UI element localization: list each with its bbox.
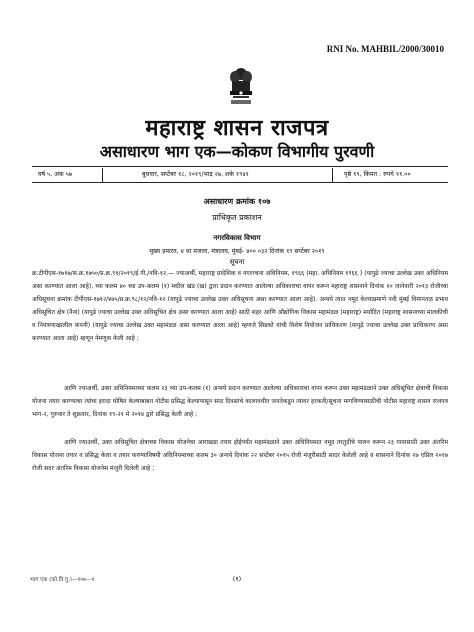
gazette-subtitle: असाधारण भाग एक—कोकण विभागीय पुरवणी [99,142,375,161]
issue-date: बुधवार, सप्टेंबर १८, २०१९/भाद्र २७, शके १९४१ [142,171,249,178]
divider-bottom [32,182,448,183]
body-paragraph-2 [32,382,448,421]
paragraph-text: आणि ज्याअर्थी, उक्त अधिनियमाच्या कलम २३ च्या उप-कलम (१) अन्वये प्रदान करण्यात आलेल्या अधिकाराचा वापर करून उक्त महामंडळाने उक्त अधिसूचित क्षेत्राची विकास योजना तयार करण्याचा त्यांचा इरादा घोषित केल्याबाबत नोटीस प्रसिद्ध केल्यापासून साठ दिवसांचे कालावधीत जनतेकडून त्यावर हरकती/सूचना मागविण्यासाठीची नोटीस महाराष्ट्र शासन राजपत्र भाग-२, गुरुवार ते शुक्रवार, दिनांक १९-२१ मे २०१४ द्वारे प्रसिद्ध केली आहे ; [32,385,448,419]
extraordinary-number: असाधारण क्रमांक १०७ [203,197,271,206]
rni-number: RNI No. MAHBIL/2000/30010 [326,44,444,54]
divider [102,168,103,182]
authority-label: प्राधिकृत प्रकाशन [212,213,262,222]
footer-code: भाग एक (को.वि.पु.)—१०७—१ [30,577,95,583]
divider-top [32,166,448,167]
volume-issue: वर्ष ५, अंक ५७ [38,171,73,178]
page-number: (१) [232,575,242,583]
department-address: मुख्य इमारत, ४ था मजला, मंत्रालय, मुंबई- ४०० ०३२ दिनांक १९ सप्टेंबर २०१९ [149,248,325,255]
national-emblem-icon [226,66,256,108]
paragraph-text: क्र.टीपीएस-१७१७/स.क्र.१७५०/प्र.क्र.९१/२०१९/ई.पी./नवि-१२.— ज्याअर्थी, महाराष्ट्र प्रादेशिक व नगररचना अधिनियम, १९६६ (महा. अधिनियम १९६६ ) (यापुढे ज्याचा उल्लेख उक्त अधिनियम असा करण्यात आला आहे), च्या कलम ४० च्या उप-कलम (१) मधील खंड (ख) द्वारा प्रदान करण्यात आलेल्या अधिकाराचा वापर करून महाराष्ट्र शासनाने दिनांक १० जानेवारी २०१३ रोजीच्या अधिसूचना क्रमांक टीपीएस-१७१२/४७५/प्र.क्र.९८/१२/नवि-१२ (यापुढे ज्याचा उल्लेख उक्त अधिसूचना असा करण्यात आला आहे). अन्वये त्यात नमूद केल्याप्रमाणे नवी मुंबई विमानतळ प्रभाव अधिसूचित क्षेत्र (नैना) (यापुढे ज्याचा उल्लेख उक्त अधिसूचित क्षेत्र असा करण्यात आला आहे) साठी शहर आणि औद्योगिक विकास महामंडळ (महाराष्ट्र) मर्यादित (महाराष्ट्र शासनाच्या मालकीची व नियंत्रणाखालील कंपनी) (यापुढे ज्याचा उल्लेख उक्त महामंडळ असा करण्यात आला आहे) म्हणजे सिडको यांची विशेष नियोजन प्राधिकरण (यापुढे ज्याचा उल्लेख उक्त प्राधिकरण असा करण्यात आला आहे) म्हणून नेमणूक केली आहे ; [32,270,448,343]
body-paragraph-1 [32,267,448,346]
body-paragraph-3 [32,436,448,475]
pages-price: पृष्ठे १९, किंमत : रुपये ११.०० [344,171,411,178]
gazette-title: महाराष्ट्र शासन राजपत्र [145,116,329,141]
department-name: नगरविकास विभाग [213,234,261,242]
notice-title: सूचना [229,258,245,266]
issue-bar [32,168,448,182]
divider [332,168,333,182]
paragraph-text: आणि ज्याअर्थी, उक्त अधिसूचित क्षेत्राच्या विकास योजनेचा आराखडा तयार होईपर्यंत महामंडळाने उक्त अधिनियमात नमूद तरतुदींचे पालन करून २३ गावासाठी उक्त अंतरिम विकास योजना तयार व प्रसिद्ध केला व तयार करण्याविषयी अधिनियमाच्या कलम ३० अन्वये दिनांक २२ सप्टेंबर २०१५ रोजी मंजुरीसाठी सादर केलेली आहे व शासनाने दिनांक २७ एप्रिल २०१७ रोजी सदर अंतरिम विकास योजनेस मंजुरी दिलेली आहे ; [32,439,448,473]
